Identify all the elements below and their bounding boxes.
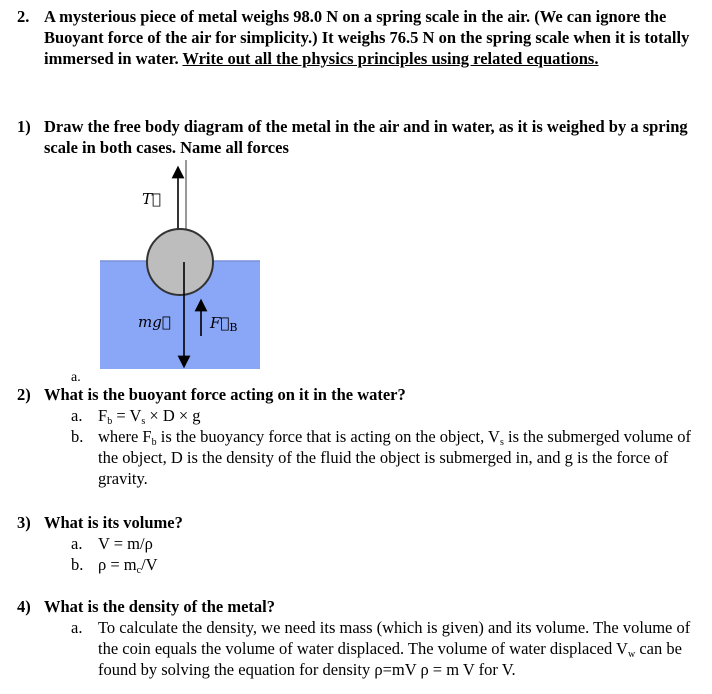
question-stem (44, 6, 706, 69)
density-explanation: To calculate the density, we need its mass (which is given) and its volume. The volume of the coin equals the volume of water displaced. The volume of water displaced $V_w$ can be found by solving the equation for density ρ=mV ρ = m V for V. (98, 618, 691, 679)
buoyancy-explanation: where $F_b$ is the buoyancy force that is acting on the object, $V_s$ is the submerged volume of the object, D is the density of the fluid the object is submerged in, and g is the force of gravity. (98, 427, 691, 488)
list-item (71, 426, 706, 489)
part-1-number: 1) (17, 117, 31, 136)
list-marker: a. (71, 534, 83, 553)
part-1-sub-marker: a. (71, 370, 81, 385)
list-item (71, 617, 707, 680)
part-1-question: Draw the free body diagram of the metal in the air and in water, as it is weighed by a spring scale in both cases. Name all forces (44, 117, 688, 157)
part-4-question: What is the density of the metal? (44, 597, 275, 616)
list-item (71, 405, 706, 426)
list-marker: a. (71, 406, 83, 425)
part-3-question: What is its volume? (44, 513, 183, 532)
part-4-answers (71, 617, 707, 680)
free-body-diagram (90, 160, 270, 370)
volume-equation: V = m/ρ (98, 534, 153, 553)
list-marker: b. (71, 427, 84, 446)
part-3-number: 3) (17, 513, 31, 532)
part-2-question: What is the buoyant force acting on it in the water? (44, 385, 406, 404)
question-number: 2. (17, 7, 30, 26)
list-item (71, 533, 706, 554)
buoyancy-equation: $F_b = V_s \times D \times g$ (98, 406, 201, 427)
question-stem-text: A mysterious piece of metal weighs 98.0 N on a spring scale in the air. (We can ignore the Buoyant force of the air for simplicity.) It weighs 76.5 N on the spring scale when it is totally immersed in water. (44, 7, 690, 68)
weight-label: mg⃗ (138, 313, 171, 331)
part-2-answers (71, 405, 706, 489)
part-2-number: 2) (17, 385, 31, 404)
tension-label: T⃗ (142, 190, 162, 208)
list-item (71, 554, 706, 575)
metal-sphere (147, 229, 213, 295)
principles-instruction: Write out all the physics principles using related equations. (182, 49, 599, 68)
part-4-number: 4) (17, 597, 31, 616)
density-equation: $\rho = m_c/V$ (98, 555, 158, 576)
list-marker: a. (71, 618, 83, 637)
buoyant-label: $F⃗_B$ (210, 314, 238, 334)
list-marker: b. (71, 555, 84, 574)
part-3-answers (71, 533, 706, 575)
